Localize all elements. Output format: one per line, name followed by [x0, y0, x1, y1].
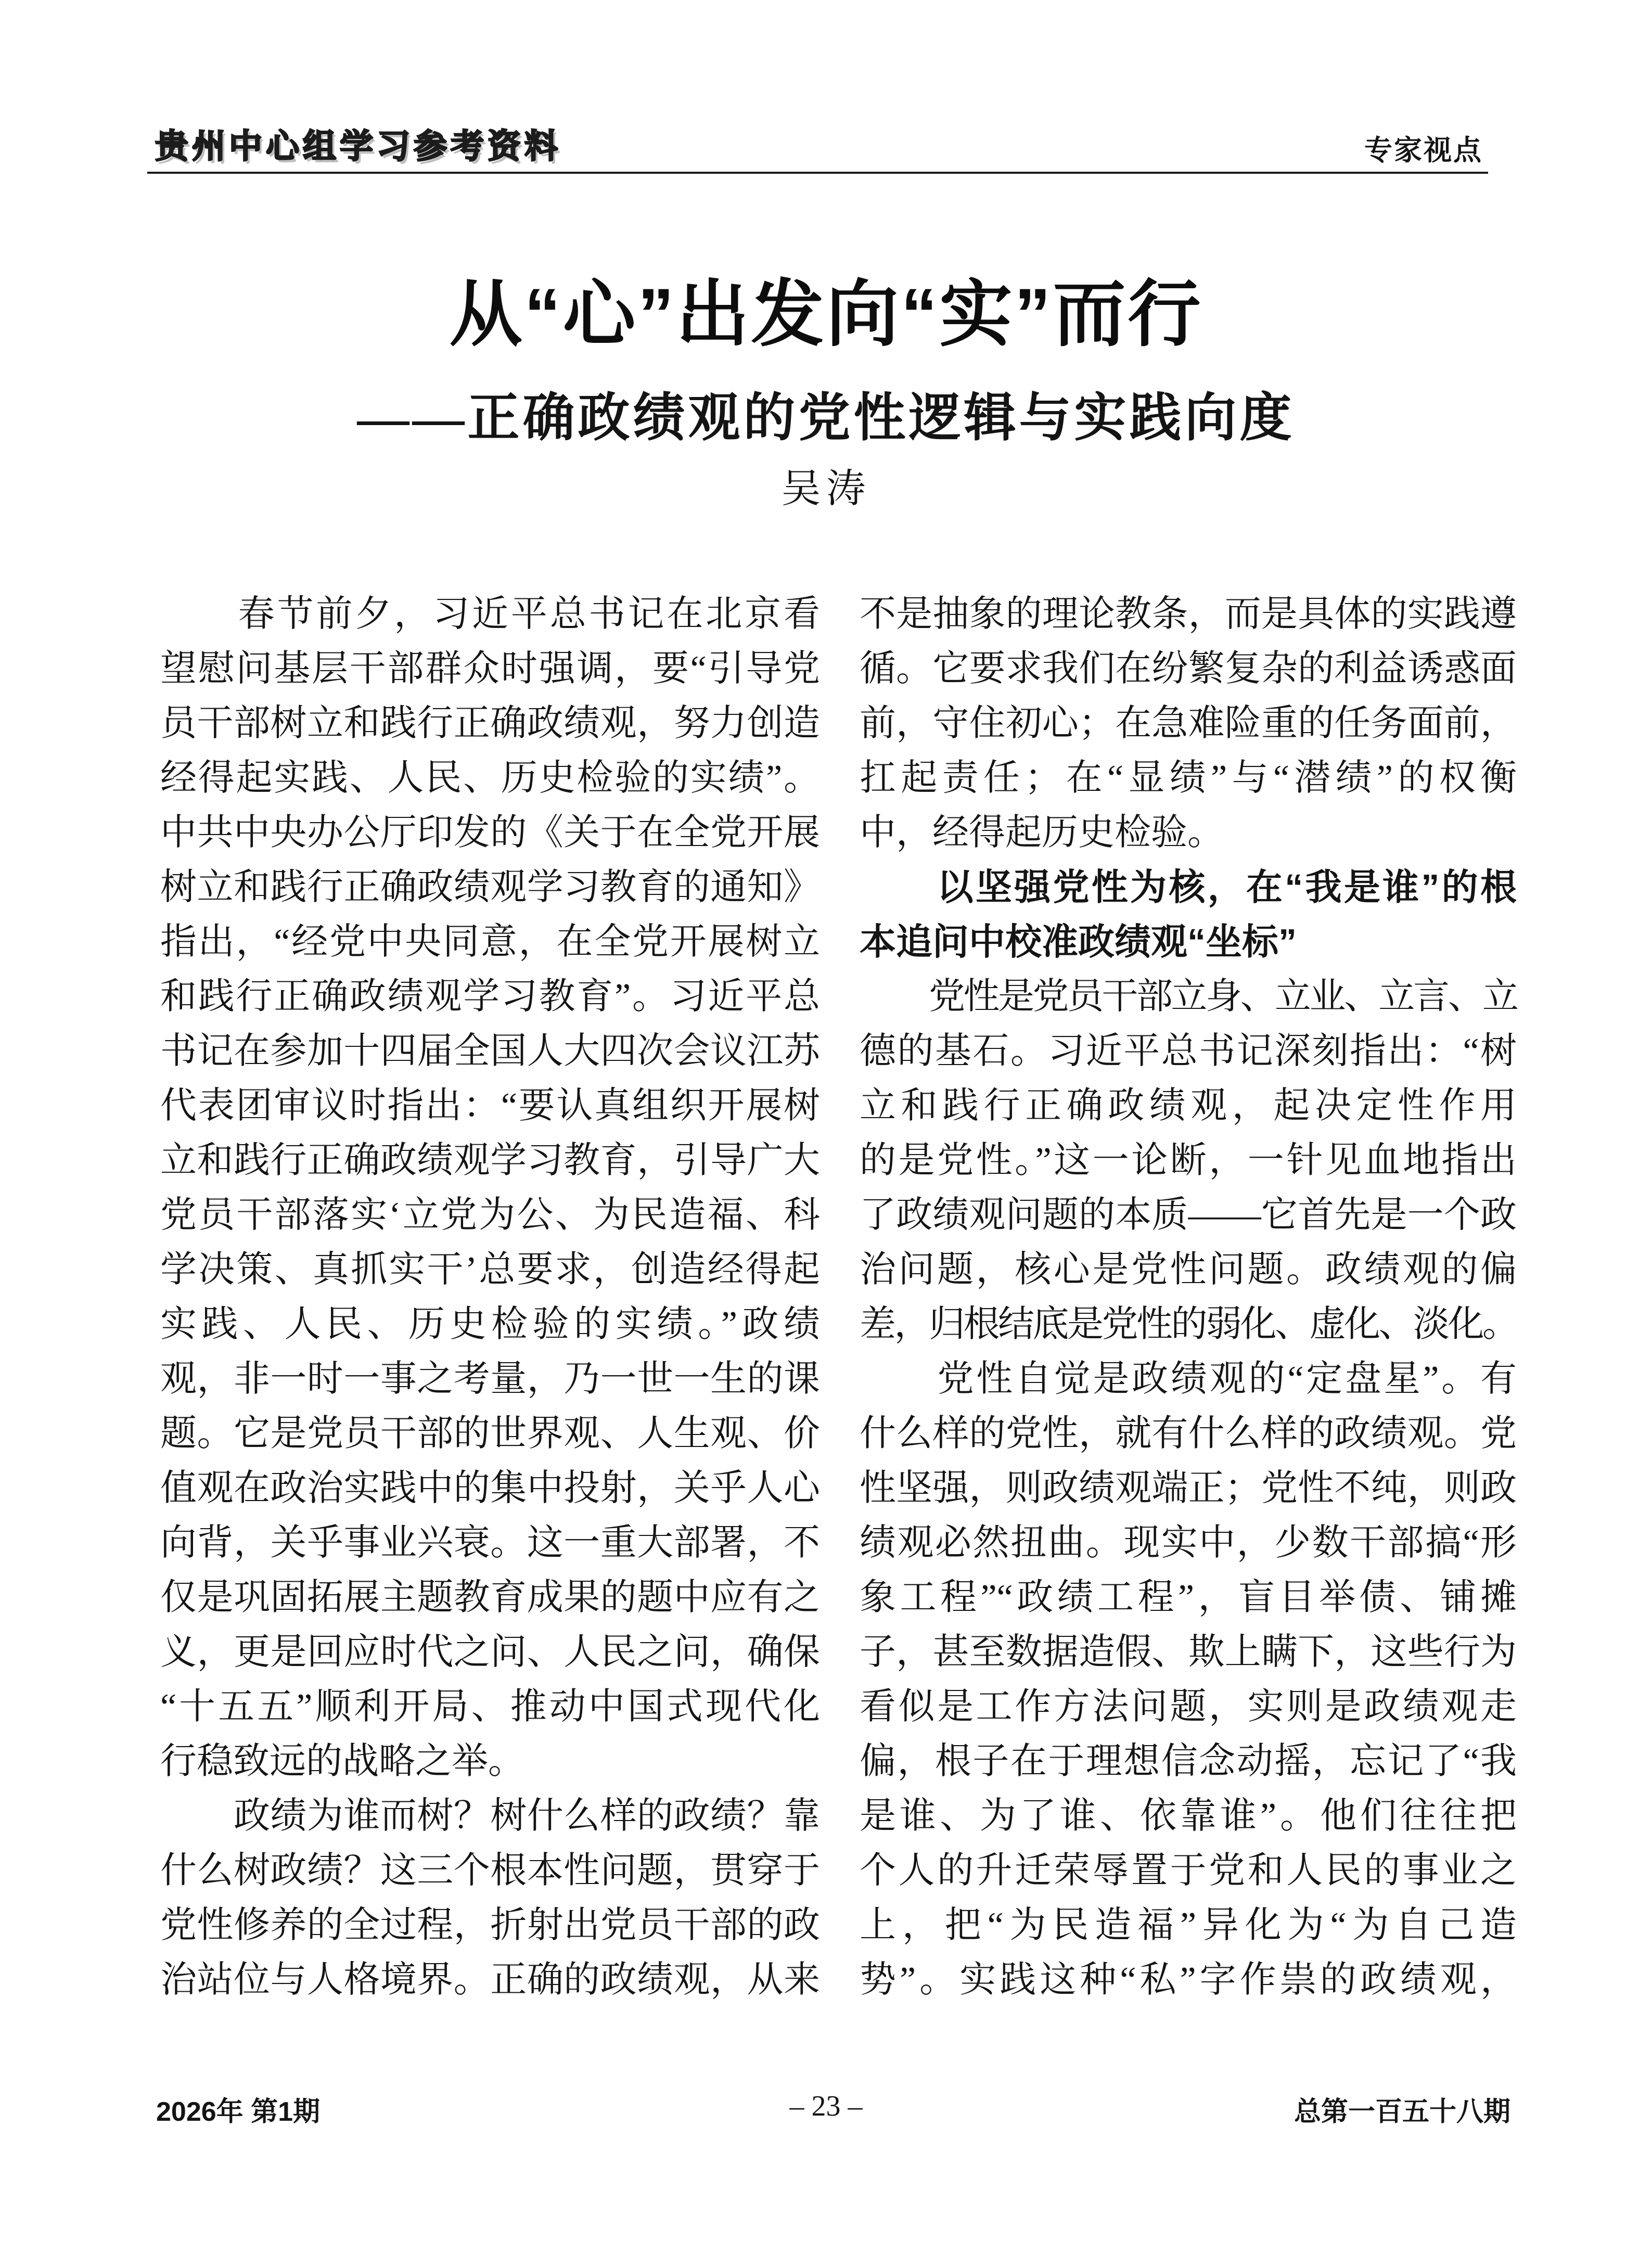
text-line: 树立和践行正确政绩观学习教育的通知》 [160, 867, 820, 907]
text-line: 个人的升迁荣辱置于党和人民的事业之 [860, 1851, 1517, 1891]
text-line: 党性修养的全过程，折射出党员干部的政 [160, 1905, 820, 1945]
text-line: 性坚强，则政绩观端正；党性不纯，则政 [860, 1468, 1517, 1508]
text-line: 题。它是党员干部的世界观、人生观、价 [160, 1414, 820, 1454]
text-line: 是谁、为了谁、依靠谁”。他们往往把 [860, 1796, 1517, 1836]
text-line: 子，甚至数据造假、欺上瞒下，这些行为 [860, 1632, 1517, 1672]
text-line: 党性是党员干部立身、立业、立言、立 [860, 977, 1517, 1017]
text-column-left [160, 587, 820, 2007]
text-line: 党员干部落实‘立党为公、为民造福、科 [160, 1195, 820, 1235]
text-line: 政绩为谁而树？树什么样的政绩？靠 [160, 1796, 820, 1836]
text-line: 象工程”“政绩工程”，盲目举债、铺摊 [860, 1578, 1517, 1618]
text-line: 德的基石。习近平总书记深刻指出：“树 [860, 1031, 1517, 1071]
text-line: 指出，“经党中央同意，在全党开展树立 [160, 922, 820, 962]
text-line: 绩观必然扭曲。现实中，少数干部搞“形 [860, 1523, 1517, 1563]
header-divider [147, 172, 1488, 174]
text-line: 望慰问基层干部群众时强调，要“引导党 [160, 649, 820, 689]
section-label: 专家视点 [1364, 135, 1483, 166]
text-line: 什么树政绩？这三个根本性问题，贯穿于 [160, 1851, 820, 1891]
footer-page-number: – 23 – [789, 2090, 863, 2122]
text-line: 实践、人民、历史检验的实绩。”政绩 [160, 1304, 820, 1344]
text-line: 了政绩观问题的本质——它首先是一个政 [860, 1195, 1517, 1235]
text-line: 上，把“为民造福”异化为“为自己造 [860, 1905, 1517, 1945]
text-line: 行稳致远的战略之举。 [160, 1741, 524, 1782]
text-line: 向背，关乎事业兴衰。这一重大部署，不 [160, 1523, 820, 1563]
text-line: 的是党性。”这一论断，一针见血地指出 [860, 1141, 1517, 1181]
text-column-right [860, 587, 1517, 2007]
text-line: 治站位与人格境界。正确的政绩观，从来 [160, 1960, 820, 2000]
text-line: 党性自觉是政绩观的“定盘星”。有 [860, 1359, 1517, 1399]
footer-volume: 总第一百五十八期 [1294, 2097, 1510, 2127]
footer-issue: 2026年 第1期 [156, 2097, 321, 2127]
article-author: 吴涛 [781, 467, 871, 511]
text-line: 治问题，核心是党性问题。政绩观的偏 [860, 1250, 1517, 1290]
text-line: 中共中央办公厅印发的《关于在全党开展 [160, 813, 820, 853]
text-line: 前，守住初心；在急难险重的任务面前， [860, 703, 1517, 744]
text-line: 义，更是回应时代之问、人民之问，确保 [160, 1632, 820, 1672]
text-line: 中，经得起历史检验。 [860, 813, 1224, 853]
article-title: 从“心”出发向“实”而行 [449, 273, 1203, 355]
text-line: 和践行正确政绩观学习教育”。习近平总 [160, 977, 820, 1017]
text-line: 不是抽象的理论教条，而是具体的实践遵 [860, 594, 1517, 634]
text-line: 书记在参加十四届全国人大四次会议江苏 [160, 1031, 820, 1071]
text-line: 学决策、真抓实干’总要求，创造经得起 [160, 1250, 820, 1290]
text-line: 员干部树立和践行正确政绩观，努力创造 [160, 703, 820, 744]
text-line: “十五五”顺利开局、推动中国式现代化 [160, 1687, 820, 1727]
text-line: 立和践行正确政绩观学习教育，引导广大 [160, 1141, 820, 1181]
text-line: 立和践行正确政绩观，起决定性作用 [860, 1086, 1517, 1126]
text-line: 看似是工作方法问题，实则是政绩观走 [860, 1687, 1517, 1727]
text-line: 本追问中校准政绩观“坐标” [860, 921, 1297, 962]
text-line: 偏，根子在于理想信念动摇，忘记了“我 [860, 1741, 1517, 1782]
text-line: 扛起责任；在“显绩”与“潜绩”的权衡 [860, 758, 1517, 798]
text-line: 什么样的党性，就有什么样的政绩观。党 [860, 1414, 1517, 1454]
text-line: 经得起实践、人民、历史检验的实绩”。 [160, 758, 820, 798]
text-line: 仅是巩固拓展主题教育成果的题中应有之 [160, 1578, 820, 1618]
text-line: 循。它要求我们在纷繁复杂的利益诱惑面 [860, 649, 1517, 689]
text-line: 差，归根结底是党性的弱化、虚化、淡化。 [860, 1304, 1517, 1344]
text-line: 值观在政治实践中的集中投射，关乎人心 [160, 1468, 820, 1508]
journal-masthead: 贵州中心组学习参考资料 [155, 127, 561, 165]
text-line: 观，非一时一事之考量，乃一世一生的课 [160, 1359, 820, 1399]
text-line: 势”。实践这种“私”字作祟的政绩观， [860, 1960, 1517, 2000]
text-line: 代表团审议时指出：“要认真组织开展树 [160, 1086, 820, 1126]
text-line: 以坚强党性为核，在“我是谁”的根 [860, 867, 1517, 907]
text-line: 春节前夕，习近平总书记在北京看 [160, 594, 820, 634]
article-subtitle: ——正确政绩观的党性逻辑与实践向度 [357, 389, 1295, 447]
